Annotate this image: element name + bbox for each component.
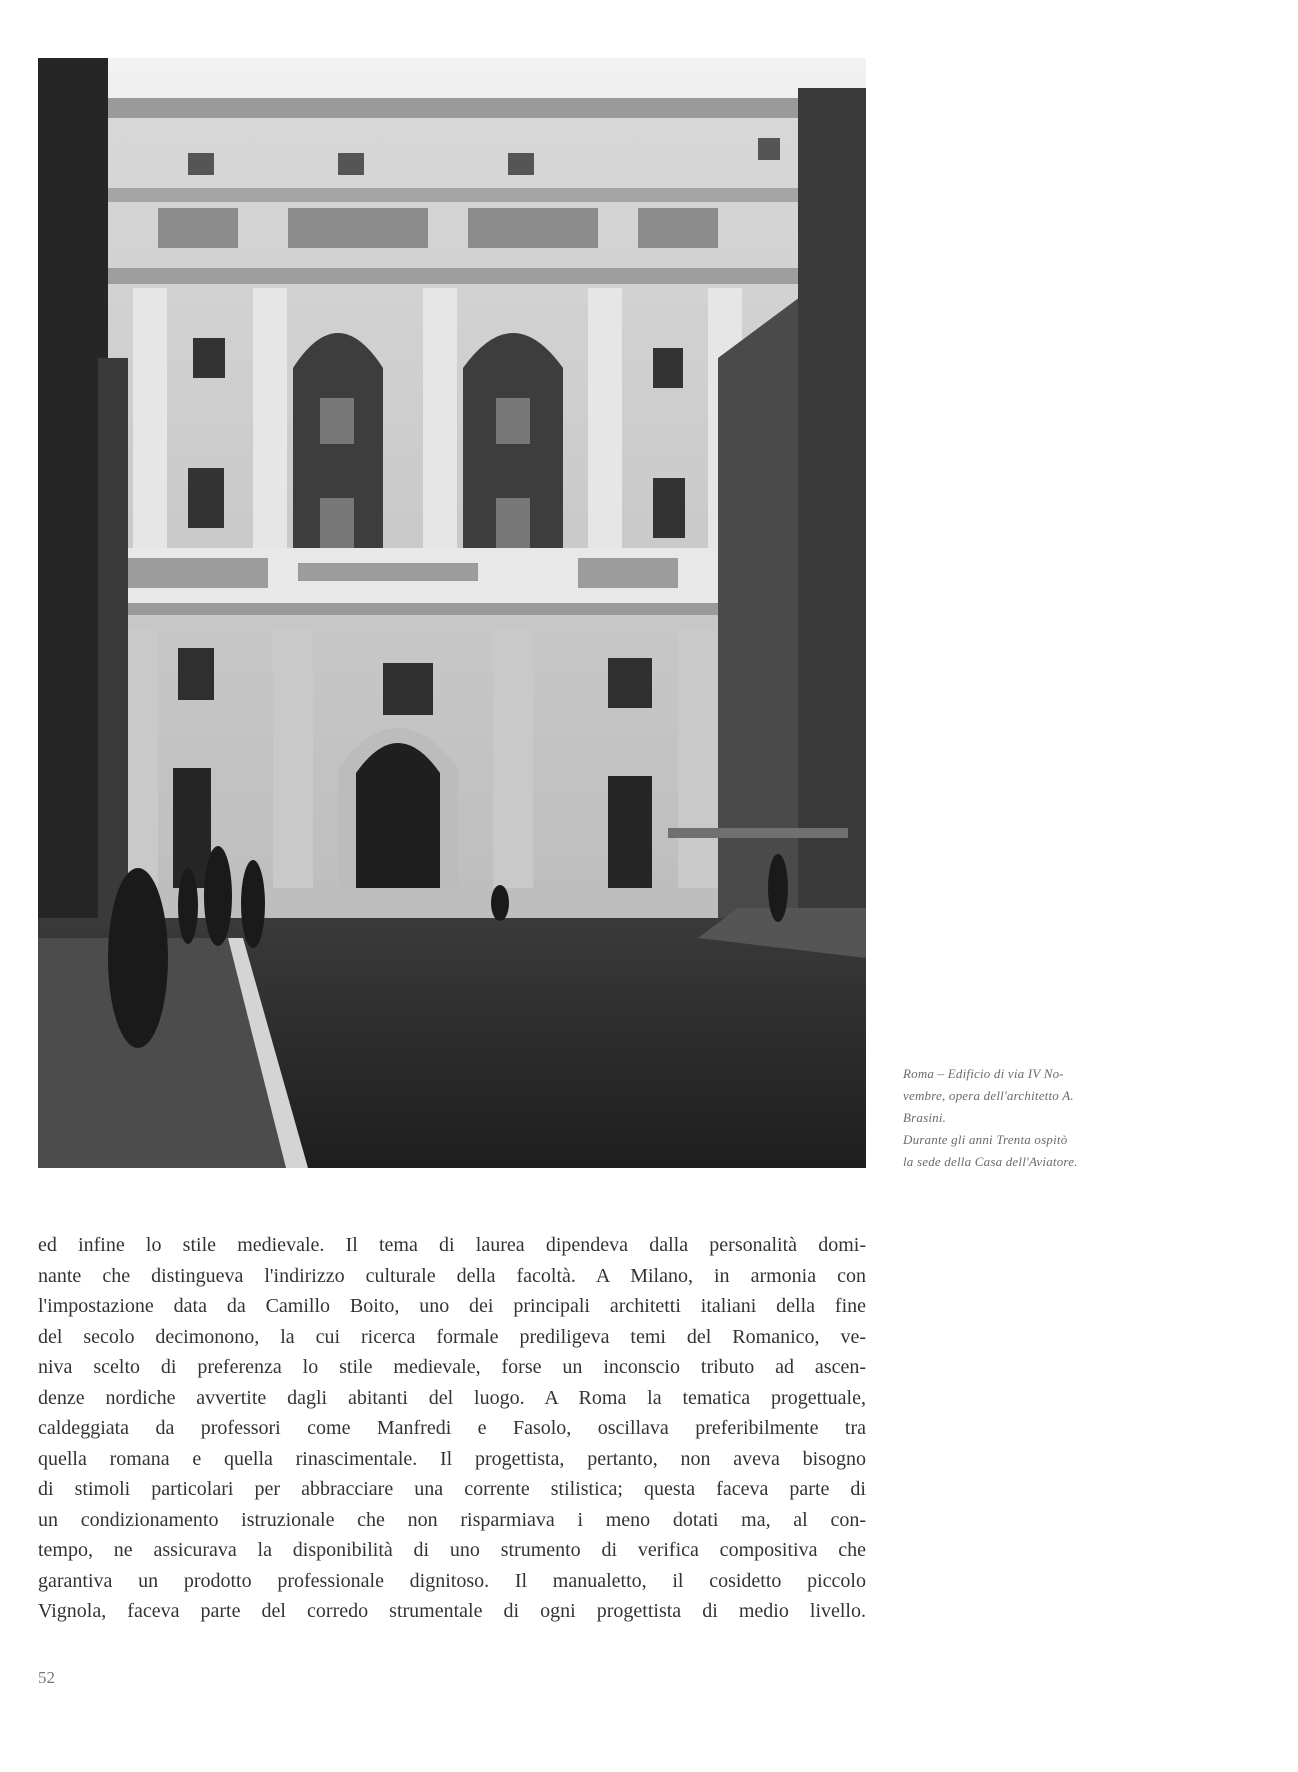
text-line: denze nordiche avvertite dagli abitanti del luogo. A Roma la tematica progettuale, (38, 1386, 866, 1409)
text-line: Vignola, faceva parte del corredo strumentale di ogni progettista di medio livello. (38, 1600, 866, 1622)
text-line: quella romana e quella rinascimentale. Il progettista, pertanto, non aveva bisogno (38, 1447, 866, 1470)
text-line: tempo, ne assicurava la disponibilità di uno strumento di verifica compositiva che (38, 1539, 866, 1561)
caption-line: la sede della Casa dell'Aviatore. (903, 1154, 1078, 1169)
text-line: l'impostazione data da Camillo Boito, uno dei principali architetti italiani della fine (38, 1295, 866, 1317)
caption-line: vembre, opera dell'architetto A. (903, 1088, 1074, 1103)
caption-line: Roma – Edificio di via IV No- (903, 1066, 1064, 1081)
palazzo-facade-image (38, 58, 866, 1168)
text-line: del secolo decimonono, la cui ricerca formale prediligeva temi del Romanico, ve- (38, 1325, 866, 1348)
text-line: garantiva un prodotto professionale dignitoso. Il manualetto, il cosidetto piccolo (38, 1569, 866, 1592)
text-line: un condizionamento istruzionale che non risparmiava i meno dotati ma, al con- (38, 1508, 866, 1531)
caption-line: Durante gli anni Trenta ospitò (903, 1132, 1068, 1147)
text-line: niva scelto di preferenza lo stile medievale, forse un inconscio tributo ad ascen- (38, 1356, 866, 1378)
text-line: di stimoli particolari per abbracciare una corrente stilistica; questa faceva parte di (38, 1478, 866, 1500)
text-line: ed infine lo stile medievale. Il tema di laurea dipendeva dalla personalità domi- (38, 1234, 866, 1256)
photo-caption (903, 1063, 1158, 1173)
text-line: caldeggiata da professori come Manfredi e Fasolo, oscillava preferibilmente tra (38, 1417, 866, 1439)
text-line: nante che distingueva l'indirizzo culturale della facoltà. A Milano, in armonia con (38, 1264, 866, 1287)
page-number: 52 (38, 1668, 55, 1687)
caption-line: Brasini. (903, 1110, 947, 1125)
body-paragraph (38, 1230, 866, 1627)
building-photograph (38, 58, 866, 1168)
